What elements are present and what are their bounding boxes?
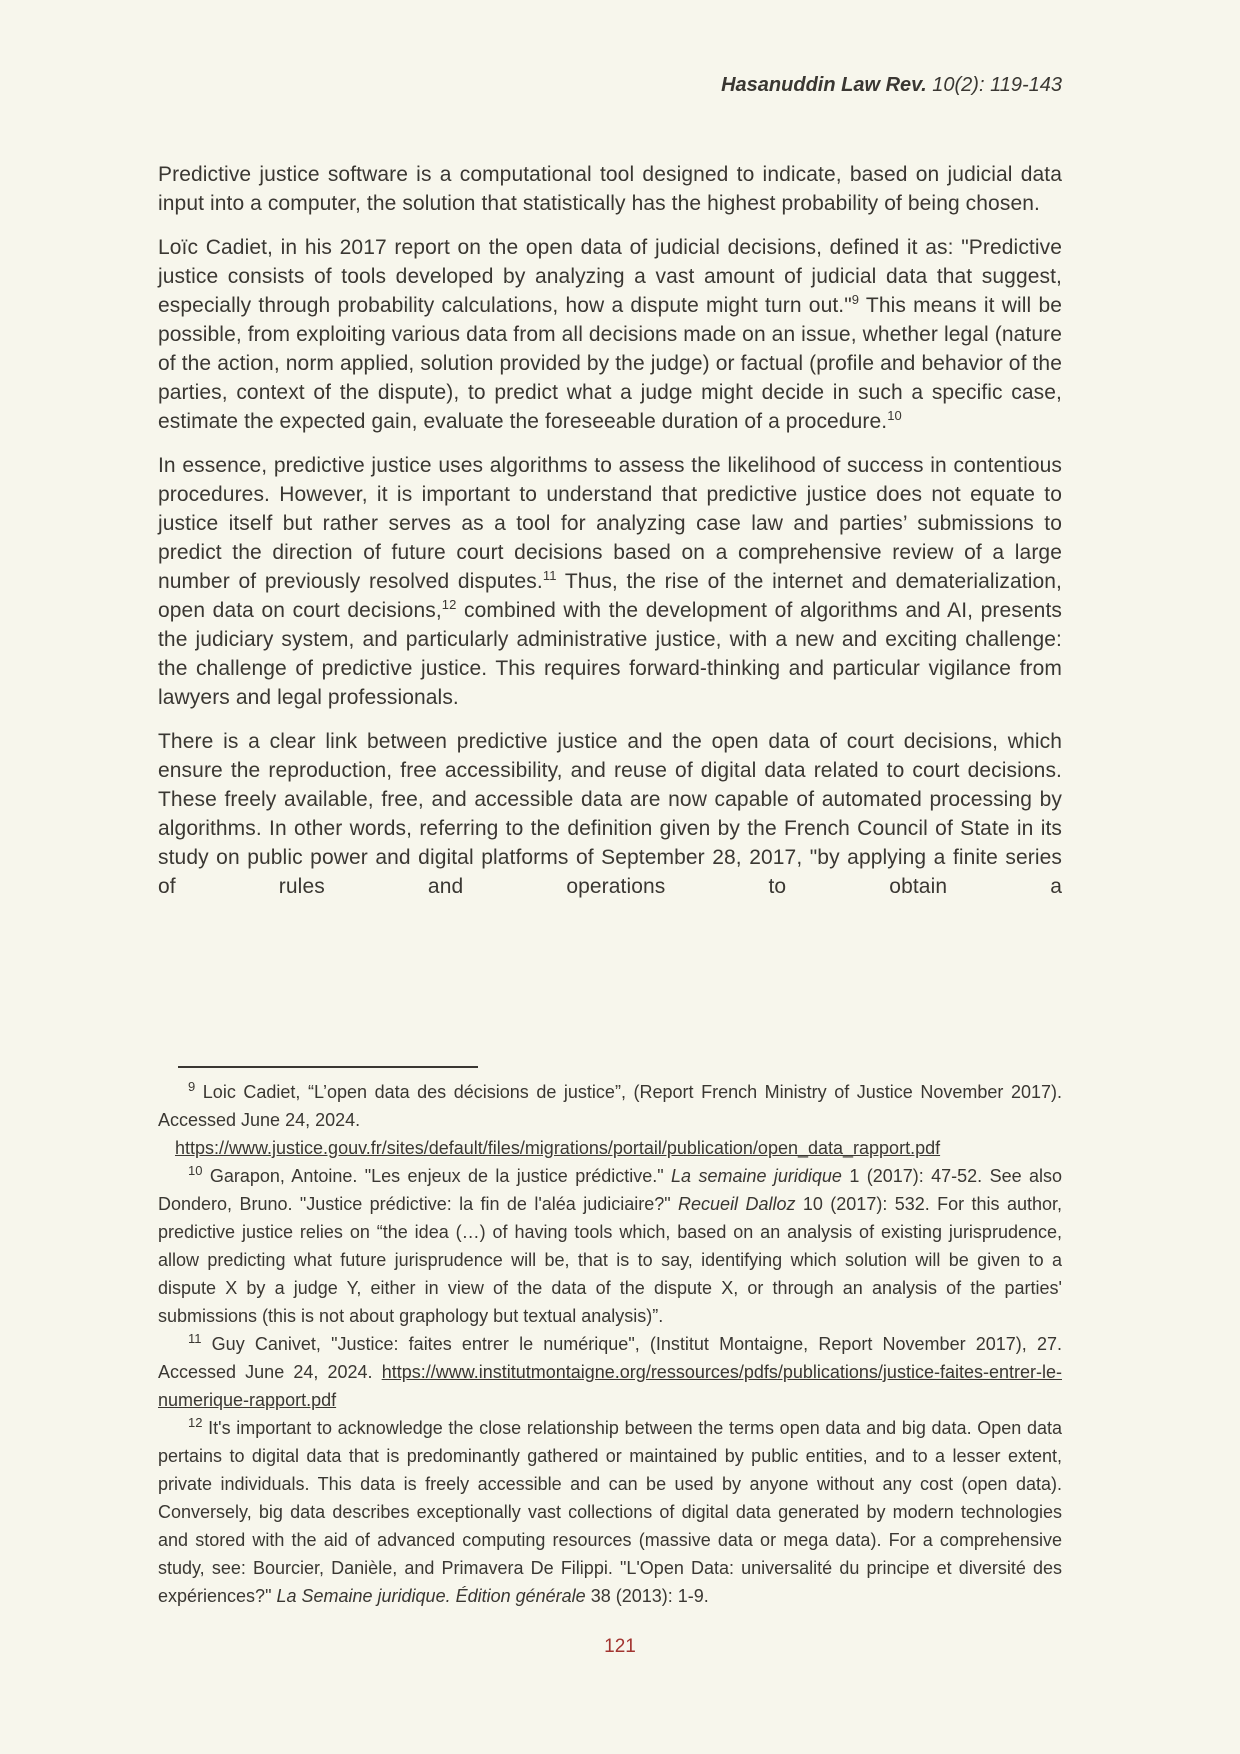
footnote-separator <box>178 1066 478 1068</box>
footnote-number: 10 <box>188 1163 203 1178</box>
footnote-10 <box>158 1162 1062 1330</box>
footnote-9-url-link[interactable]: https://www.justice.gouv.fr/sites/default/files/migrations/portail/publication/open_data_rapport.pdf <box>175 1138 941 1158</box>
page-number: 121 <box>604 1636 636 1657</box>
body-paragraph-4 <box>158 727 1062 901</box>
footnote-number: 9 <box>188 1079 196 1094</box>
footnote-text: It's important to acknowledge the close relationship between the terms open data and big data. Open data pertains to digital data that is predominantly gathered or maintained by public entities, and to a lesser extent, private individuals. This data is freely accessible and can be used by anyone without any cost (open data). Conversely, big data describes exceptionally vast collections of digital data generated by modern technologies and stored with the aid of advanced computing resources (massive data or mega data). For a comprehensive study, see: Bourcier, Danièle, and Primavera De Filippi. "L'Open Data: universalité du principe et diversité des expériences?" <box>158 1418 1062 1606</box>
footnote-text: 38 (2013): 1-9. <box>585 1586 709 1606</box>
paragraph-text: In essence, predictive justice uses algorithms to assess the likelihood of success in contentious procedures. However, it is important to understand that predictive justice does not equate to justice itself but rather serves as a tool for analyzing case law and parties’ submissions to predict the direction of future court decisions based on a comprehensive review of a large number of previously resolved disputes. <box>158 454 1062 593</box>
paragraph-text: There is a clear link between predictive justice and the open data of court decisions, which ensure the reproduction, free accessibility, and reuse of digital data related to court decisions. These freely available, free, and accessible data are now capable of automated processing by algorithms. In other words, referring to the definition given by the French Council of State in its study on public power and digital platforms of September 28, 2017, "by applying a finite series of rules and operations to obtain a <box>158 730 1062 898</box>
footnote-11 <box>158 1330 1062 1414</box>
footnote-11-url-link[interactable]: https://www.institutmontaigne.org/ressources/pdfs/publications/justice-faites-entrer-le-numerique-rapport.pdf <box>158 1362 1062 1410</box>
footnote-number: 12 <box>188 1415 203 1430</box>
paragraph-text: Predictive justice software is a computational tool designed to indicate, based on judicial data input into a computer, the solution that statistically has the highest probability of being chosen. <box>158 163 1062 215</box>
footnote-text: 1 (2017): 47-52. See also Dondero, Bruno. "Justice prédictive: la fin de l'aléa judiciaire?" <box>158 1166 1063 1214</box>
paragraph-text: This means it will be possible, from exploiting various data from all decisions made on an issue, whether legal (nature of the action, norm applied, solution provided by the judge) or factual (profile and behavior of the parties, context of the dispute), to predict what a judge might decide in such a specific case, estimate the expected gain, evaluate the foreseeable duration of a procedure. <box>158 294 1063 433</box>
journal-name-italic: La semaine juridique <box>671 1166 842 1186</box>
page-body <box>158 160 1062 916</box>
journal-name-italic: La Semaine juridique. Édition générale <box>276 1586 586 1606</box>
footnote-ref-12: 12 <box>441 597 457 612</box>
paragraph-text: Thus, the rise of the internet and dematerialization, open data on court decisions, <box>158 570 1062 622</box>
footnote-9 <box>158 1078 1062 1162</box>
body-paragraph-3 <box>158 451 1062 712</box>
journal-header <box>158 74 1062 97</box>
footnote-ref-10: 10 <box>887 408 902 423</box>
footnote-ref-11: 11 <box>542 568 557 583</box>
journal-issue: 10(2): 119-143 <box>926 74 1062 96</box>
journal-title: Hasanuddin Law Rev. <box>721 74 927 96</box>
paragraph-text: combined with the development of algorithms and AI, presents the judiciary system, and particularly administrative justice, with a new and exciting challenge: the challenge of predictive justice. This requires forward-thinking and particular vigilance from lawyers and legal professionals. <box>158 599 1062 709</box>
footnote-text: Loic Cadiet, “L’open data des décisions de justice”, (Report French Ministry of Justice November 2017). Accessed June 24, 2024. <box>158 1082 1062 1130</box>
footnote-12 <box>158 1414 1062 1610</box>
body-paragraph-2 <box>158 233 1062 436</box>
footnotes-section <box>158 1066 1062 1610</box>
body-paragraph-1 <box>158 160 1062 218</box>
journal-name-italic: Recueil Dalloz <box>678 1194 796 1214</box>
paragraph-text: Loïc Cadiet, in his 2017 report on the open data of judicial decisions, defined it as: "Predictive justice consists of tools developed by analyzing a vast amount of judicial data that suggest, especially through probability calculations, how a dispute might turn out." <box>158 236 1062 317</box>
footnote-text: 10 (2017): 532. For this author, predictive justice relies on “the idea (…) of having tools which, based on an analysis of existing jurisprudence, allow predicting what future jurisprudence will be, that is to say, identifying which solution will be given to a dispute X by a judge Y, either in view of the data of the dispute X, or through an analysis of the parties' submissions (this is not about graphology but textual analysis)”. <box>158 1194 1062 1326</box>
footnote-text: Guy Canivet, "Justice: faites entrer le numérique", (Institut Montaigne, Report November 2017), 27. Accessed June 24, 2024. <box>158 1334 1062 1382</box>
footnote-text: Garapon, Antoine. "Les enjeux de la justice prédictive." <box>202 1166 672 1186</box>
footnote-ref-9: 9 <box>851 292 860 307</box>
footnote-number: 11 <box>188 1331 202 1346</box>
